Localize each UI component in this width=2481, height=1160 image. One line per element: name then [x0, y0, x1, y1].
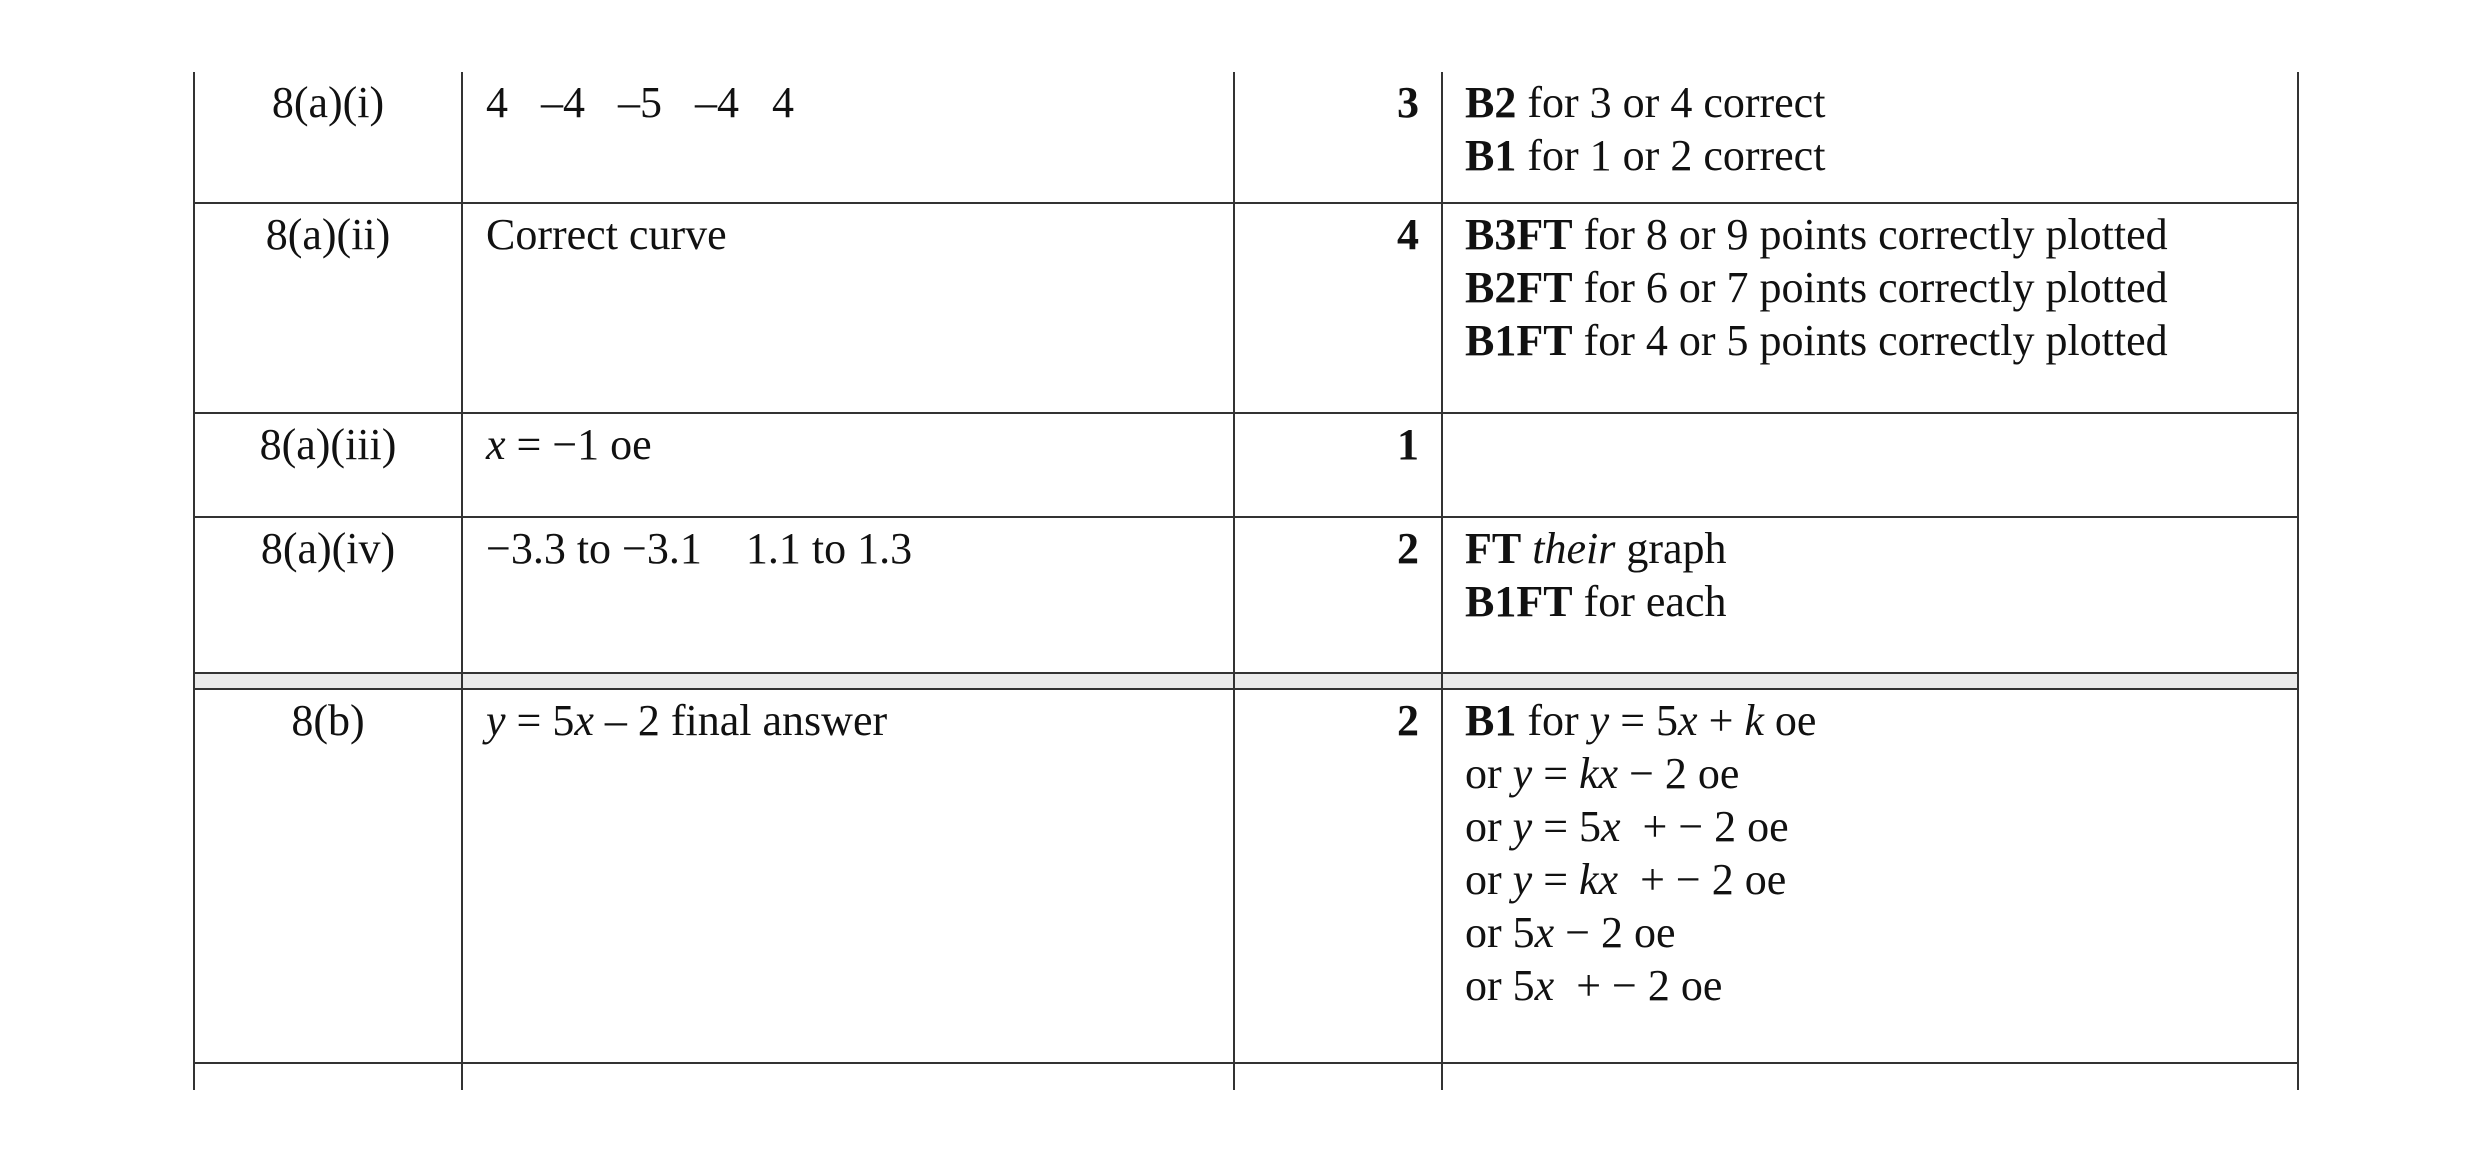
guidance-line [1465, 76, 2297, 129]
mark-code: B1FT [1465, 316, 1573, 365]
guidance-text: − 2 oe [1618, 749, 1740, 798]
math-variable: y [1589, 696, 1610, 745]
guidance-cell [1442, 689, 2298, 1063]
empty-cell [1442, 1063, 2298, 1090]
mark-code: B2 [1465, 78, 1517, 127]
guidance-text: for 4 or 5 points correctly plotted [1572, 316, 2168, 365]
guidance-line [1465, 747, 2297, 800]
guidance-text: = [1532, 749, 1580, 798]
question-number: 8(a)(iv) [194, 517, 462, 673]
guidance-line [1465, 129, 2297, 182]
marks-cell: 1 [1234, 413, 1442, 517]
answer-text: = 5 [505, 696, 575, 745]
empty-cell [1234, 1063, 1442, 1090]
mark-code: B1 [1465, 696, 1517, 745]
guidance-line [1465, 959, 2297, 1012]
answer-text: – 2 final answer [593, 696, 888, 745]
answer-cell: −3.3 to −3.1 1.1 to 1.3 [462, 517, 1234, 673]
guidance-text: for 3 or 4 correct [1516, 78, 1826, 127]
mark-code: B1 [1465, 131, 1517, 180]
separator-cell [194, 673, 462, 689]
math-variable: x [574, 696, 594, 745]
guidance-text: = 5 [1609, 696, 1679, 745]
answer-cell: 4 –4 –5 –4 4 [462, 72, 1234, 203]
guidance-text: − 2 oe [1554, 908, 1676, 957]
guidance-text: for each [1572, 577, 1727, 626]
marks-cell: 2 [1234, 689, 1442, 1063]
guidance-text: + [1697, 696, 1745, 745]
table-row [194, 413, 2298, 517]
guidance-line [1465, 208, 2297, 261]
math-variable: y [1512, 749, 1533, 798]
empty-cell [194, 1063, 462, 1090]
guidance-text: or 5 [1465, 961, 1535, 1010]
guidance-line [1465, 314, 2297, 367]
math-variable: y [1512, 802, 1533, 851]
guidance-text: + − 2 oe [1620, 802, 1789, 851]
guidance-text: for 6 or 7 points correctly plotted [1572, 263, 2168, 312]
guidance-text: or [1465, 749, 1513, 798]
math-variable: x [1601, 802, 1621, 851]
mark-code: FT [1465, 524, 1522, 573]
mark-code: B2FT [1465, 263, 1573, 312]
guidance-text: for 1 or 2 correct [1516, 131, 1826, 180]
math-variable: kx [1579, 855, 1619, 904]
marks-cell: 4 [1234, 203, 1442, 413]
empty-cell [462, 1063, 1234, 1090]
math-variable: x [1534, 908, 1555, 957]
math-variable: x [1534, 961, 1555, 1010]
math-variable: y [486, 696, 506, 745]
guidance-text: graph [1615, 524, 1727, 573]
guidance-line [1465, 694, 2297, 747]
mark-scheme-table [193, 72, 2299, 1090]
guidance-emphasis: their [1532, 524, 1616, 573]
math-variable: x [486, 420, 506, 469]
guidance-cell [1442, 413, 2298, 517]
separator-cell [462, 673, 1234, 689]
math-variable: kx [1579, 749, 1619, 798]
guidance-text: for [1516, 696, 1590, 745]
guidance-text: or [1465, 802, 1513, 851]
math-variable: x [1678, 696, 1698, 745]
section-separator [194, 673, 2298, 689]
math-variable: k [1744, 696, 1764, 745]
guidance-text: + − 2 oe [1618, 855, 1787, 904]
math-variable: y [1512, 855, 1533, 904]
table-row-continuation [194, 1063, 2298, 1090]
guidance-cell [1442, 203, 2298, 413]
guidance-cell [1442, 517, 2298, 673]
table-row [194, 689, 2298, 1063]
table-row [194, 203, 2298, 413]
answer-cell [462, 413, 1234, 517]
marks-cell: 2 [1234, 517, 1442, 673]
question-number: 8(a)(i) [194, 72, 462, 203]
guidance-text: for 8 or 9 points correctly plotted [1572, 210, 2168, 259]
guidance-cell [1442, 72, 2298, 203]
guidance-text: or 5 [1465, 908, 1535, 957]
guidance-text: = [1532, 855, 1580, 904]
guidance-line [1465, 261, 2297, 314]
answer-text: = −1 oe [505, 420, 652, 469]
guidance-text: oe [1763, 696, 1817, 745]
guidance-line [1465, 522, 2297, 575]
guidance-line [1465, 800, 2297, 853]
guidance-line [1465, 575, 2297, 628]
guidance-text: = 5 [1532, 802, 1602, 851]
answer-cell: Correct curve [462, 203, 1234, 413]
question-number: 8(a)(ii) [194, 203, 462, 413]
table-row [194, 517, 2298, 673]
answer-cell [462, 689, 1234, 1063]
question-number: 8(b) [194, 689, 462, 1063]
mark-code: B3FT [1465, 210, 1573, 259]
mark-code: B1FT [1465, 577, 1573, 626]
marks-cell: 3 [1234, 72, 1442, 203]
separator-cell [1234, 673, 1442, 689]
guidance-text: or [1465, 855, 1513, 904]
guidance-line [1465, 906, 2297, 959]
guidance-text: + − 2 oe [1554, 961, 1723, 1010]
table-row [194, 72, 2298, 203]
separator-cell [1442, 673, 2298, 689]
guidance-line [1465, 853, 2297, 906]
question-number: 8(a)(iii) [194, 413, 462, 517]
